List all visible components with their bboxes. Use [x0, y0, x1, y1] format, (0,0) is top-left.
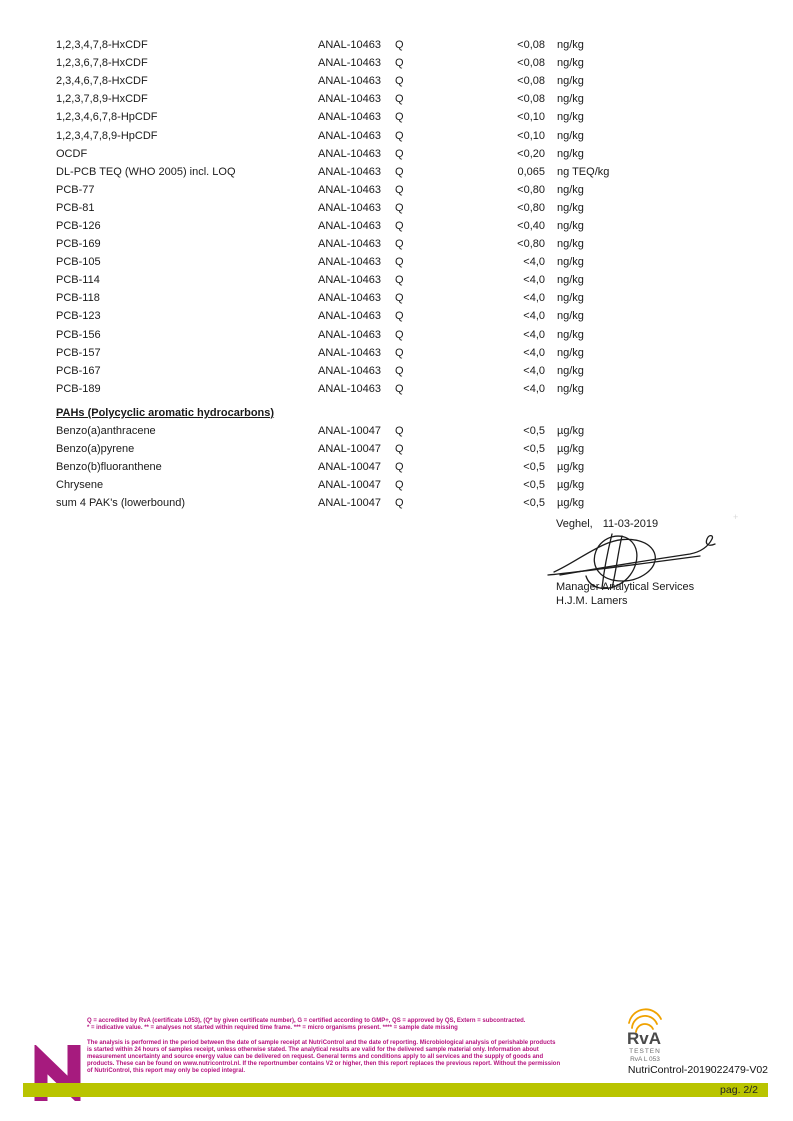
method-cell: ANAL-10463	[318, 382, 381, 395]
parameter-cell: PCB-169	[56, 238, 101, 251]
table-row	[56, 72, 773, 90]
method-cell: ANAL-10463	[318, 346, 381, 359]
value-cell: <0,08	[517, 75, 545, 88]
table-row	[56, 326, 773, 344]
method-cell: ANAL-10463	[318, 256, 381, 269]
signature-name: H.J.M. Lamers	[556, 595, 628, 607]
parameter-cell: PCB-123	[56, 310, 101, 323]
value-cell: <0,5	[523, 497, 545, 510]
value-cell: <0,08	[517, 39, 545, 52]
table-row	[56, 145, 773, 163]
table-row	[56, 199, 773, 217]
method-cell: ANAL-10047	[318, 497, 381, 510]
disclaimer-line: is started within 24 hours of samples receipt, unless otherwise stated. The analytical results are valid for the delivered sample material only. Information about	[87, 1047, 539, 1053]
disclaimer-line: products. These can be found on www.nutricontrol.nl. If the reportnumber contains V2 or higher, then this report replaces the previous report. Without the permission	[87, 1061, 561, 1067]
unit-cell: ng/kg	[557, 57, 584, 70]
method-cell: ANAL-10463	[318, 238, 381, 251]
report-number: NutriControl-2019022479-V02	[627, 1064, 768, 1076]
method-cell: ANAL-10463	[318, 57, 381, 70]
disclaimer-line: of NutriControl, this report may only be copied integral.	[87, 1068, 246, 1074]
parameter-cell: PCB-157	[56, 346, 101, 359]
disclaimer-line: measurement uncertainty and source energy value can be delivered on request. General terms and conditions apply to all services and the supply of goods and	[87, 1054, 544, 1060]
value-cell: <0,40	[517, 219, 545, 232]
qualifier-cell: Q	[395, 274, 404, 287]
unit-cell: ng/kg	[557, 364, 584, 377]
method-cell: ANAL-10463	[318, 183, 381, 196]
unit-cell: ng/kg	[557, 292, 584, 305]
page-number-label: pag. 2/2	[720, 1084, 758, 1096]
value-cell: <0,20	[517, 147, 545, 160]
unit-cell: ng/kg	[557, 129, 584, 142]
table-row	[56, 271, 773, 289]
table-row	[56, 422, 773, 440]
unit-cell: ng/kg	[557, 219, 584, 232]
method-cell: ANAL-10463	[318, 39, 381, 52]
value-cell: <0,5	[523, 443, 545, 456]
qualifier-cell: Q	[395, 382, 404, 395]
unit-cell: µg/kg	[557, 497, 585, 510]
qualifier-cell: Q	[395, 39, 404, 52]
table-row	[56, 458, 773, 476]
value-cell: <4,0	[523, 292, 545, 305]
legend-line: Q = accredited by RvA (certificate L053), (Q* by given certificate number), G = certified according to GMP+, QS = approved by QS, Extern = subcontracted.	[87, 1018, 526, 1024]
value-cell: <4,0	[523, 310, 545, 323]
table-row	[56, 181, 773, 199]
parameter-cell: PCB-114	[56, 274, 100, 287]
value-cell: <0,80	[517, 183, 545, 196]
method-cell: ANAL-10047	[318, 443, 381, 456]
parameter-cell: PCB-167	[56, 364, 101, 377]
unit-cell: ng/kg	[557, 328, 584, 341]
qualifier-cell: Q	[395, 443, 404, 456]
unit-cell: µg/kg	[557, 461, 585, 474]
qualifier-cell: Q	[395, 364, 404, 377]
unit-cell: µg/kg	[557, 424, 585, 437]
parameter-cell: 1,2,3,4,7,8,9-HpCDF	[56, 129, 158, 142]
parameter-cell: PCB-156	[56, 328, 101, 341]
qualifier-cell: Q	[395, 183, 404, 196]
unit-cell: ng/kg	[557, 346, 584, 359]
table-row	[56, 235, 773, 253]
method-cell: ANAL-10463	[318, 219, 381, 232]
accreditation-legend	[87, 1018, 525, 1032]
signature-place: Veghel,	[556, 518, 593, 530]
value-cell: <0,10	[517, 111, 545, 124]
qualifier-cell: Q	[395, 129, 404, 142]
qualifier-cell: Q	[395, 424, 404, 437]
table-row	[56, 494, 773, 512]
table-row	[56, 217, 773, 235]
qualifier-cell: Q	[395, 147, 404, 160]
rva-monogram: RvA	[626, 1029, 662, 1048]
value-cell: <0,5	[523, 424, 545, 437]
table-row	[56, 307, 773, 325]
table-section-header: PAHs (Polycyclic aromatic hydrocarbons)	[56, 406, 275, 419]
value-cell: <4,0	[523, 382, 545, 395]
table-row	[56, 54, 773, 72]
value-cell: <4,0	[523, 274, 545, 287]
value-cell: <0,10	[517, 129, 545, 142]
method-cell: ANAL-10047	[318, 424, 381, 437]
method-cell: ANAL-10047	[318, 479, 381, 492]
value-cell: 0,065	[517, 165, 545, 178]
unit-cell: ng/kg	[557, 274, 584, 287]
method-cell: ANAL-10463	[318, 147, 381, 160]
qualifier-cell: Q	[395, 219, 404, 232]
table-row	[56, 253, 773, 271]
qualifier-cell: Q	[395, 201, 404, 214]
unit-cell: ng/kg	[557, 382, 584, 395]
qualifier-cell: Q	[395, 292, 404, 305]
method-cell: ANAL-10463	[318, 129, 381, 142]
parameter-cell: sum 4 PAK's (lowerbound)	[56, 497, 186, 510]
unit-cell: ng/kg	[557, 75, 584, 88]
method-cell: ANAL-10463	[318, 75, 381, 88]
unit-cell: ng/kg	[557, 93, 584, 106]
parameter-cell: PCB-77	[56, 183, 95, 196]
qualifier-cell: Q	[395, 75, 404, 88]
method-cell: ANAL-10463	[318, 201, 381, 214]
table-row	[56, 362, 773, 380]
unit-cell: ng/kg	[557, 256, 584, 269]
parameter-cell: 1,2,3,7,8,9-HxCDF	[56, 93, 148, 106]
value-cell: <0,5	[523, 479, 545, 492]
qualifier-cell: Q	[395, 346, 404, 359]
disclaimer-text	[87, 1040, 560, 1075]
value-cell: <4,0	[523, 364, 545, 377]
method-cell: ANAL-10463	[318, 93, 381, 106]
qualifier-cell: Q	[395, 93, 404, 106]
table-row	[56, 289, 773, 307]
qualifier-cell: Q	[395, 497, 404, 510]
parameter-cell: PCB-81	[56, 201, 95, 214]
signature-role: Manager Analytical Services	[556, 581, 695, 593]
parameter-cell: Chrysene	[56, 479, 104, 492]
signature-date: 11-03-2019	[602, 518, 659, 530]
unit-cell: ng/kg	[557, 238, 584, 251]
unit-cell: ng/kg	[557, 183, 584, 196]
unit-cell: ng/kg	[557, 201, 584, 214]
method-cell: ANAL-10463	[318, 111, 381, 124]
table-row	[56, 476, 773, 494]
value-cell: <0,80	[517, 201, 545, 214]
value-cell: <0,5	[523, 461, 545, 474]
qualifier-cell: Q	[395, 57, 404, 70]
unit-cell: ng TEQ/kg	[557, 165, 610, 178]
qualifier-cell: Q	[395, 461, 404, 474]
table-row	[56, 344, 773, 362]
table-row	[56, 380, 773, 398]
parameter-cell: PCB-105	[56, 256, 101, 269]
unit-cell: µg/kg	[557, 479, 585, 492]
value-cell: <4,0	[523, 256, 545, 269]
parameter-cell: 1,2,3,4,6,7,8-HpCDF	[56, 111, 158, 124]
qualifier-cell: Q	[395, 310, 404, 323]
parameter-cell: Benzo(a)anthracene	[56, 424, 156, 437]
parameter-cell: PCB-118	[56, 292, 100, 305]
table-row	[56, 108, 773, 126]
results-table	[56, 36, 773, 512]
parameter-cell: OCDF	[56, 147, 88, 160]
unit-cell: µg/kg	[557, 443, 585, 456]
qualifier-cell: Q	[395, 238, 404, 251]
rva-line2: RvA L 053	[630, 1056, 660, 1063]
unit-cell: ng/kg	[557, 111, 584, 124]
value-cell: <0,08	[517, 57, 545, 70]
rva-testen-logo-icon	[612, 1008, 676, 1068]
unit-cell: ng/kg	[557, 39, 584, 52]
value-cell: <4,0	[523, 346, 545, 359]
method-cell: ANAL-10463	[318, 274, 381, 287]
table-row	[56, 163, 773, 181]
parameter-cell: DL-PCB TEQ (WHO 2005) incl. LOQ	[56, 165, 236, 178]
unit-cell: ng/kg	[557, 147, 584, 160]
qualifier-cell: Q	[395, 328, 404, 341]
parameter-cell: PCB-189	[56, 382, 101, 395]
table-row	[56, 440, 773, 458]
method-cell: ANAL-10463	[318, 310, 381, 323]
table-row	[56, 36, 773, 54]
method-cell: ANAL-10463	[318, 364, 381, 377]
parameter-cell: 1,2,3,4,7,8-HxCDF	[56, 39, 148, 52]
qualifier-cell: Q	[395, 111, 404, 124]
unit-cell: ng/kg	[557, 310, 584, 323]
parameter-cell: Benzo(b)fluoranthene	[56, 461, 162, 474]
parameter-cell: PCB-126	[56, 219, 101, 232]
qualifier-cell: Q	[395, 256, 404, 269]
parameter-cell: 1,2,3,6,7,8-HxCDF	[56, 57, 148, 70]
qualifier-cell: Q	[395, 165, 404, 178]
method-cell: ANAL-10463	[318, 292, 381, 305]
qualifier-cell: Q	[395, 479, 404, 492]
table-row	[56, 90, 773, 108]
method-cell: ANAL-10463	[318, 165, 381, 178]
legend-line: * = indicative value. ** = analyses not started within required time frame. *** = micro organisms present. **** = sample date missing	[87, 1025, 458, 1031]
method-cell: ANAL-10463	[318, 328, 381, 341]
value-cell: <4,0	[523, 328, 545, 341]
scan-artifact-mark: +	[733, 512, 739, 522]
method-cell: ANAL-10047	[318, 461, 381, 474]
parameter-cell: Benzo(a)pyrene	[56, 443, 135, 456]
disclaimer-line: The analysis is performed in the period between the date of sample receipt at NutriControl and the date of reporting. Microbiological analysis of perishable products	[87, 1040, 556, 1046]
value-cell: <0,08	[517, 93, 545, 106]
value-cell: <0,80	[517, 238, 545, 251]
footer-bar	[23, 1083, 768, 1097]
parameter-cell: 2,3,4,6,7,8-HxCDF	[56, 75, 148, 88]
table-row	[56, 126, 773, 144]
rva-line1: TESTEN	[629, 1048, 661, 1055]
